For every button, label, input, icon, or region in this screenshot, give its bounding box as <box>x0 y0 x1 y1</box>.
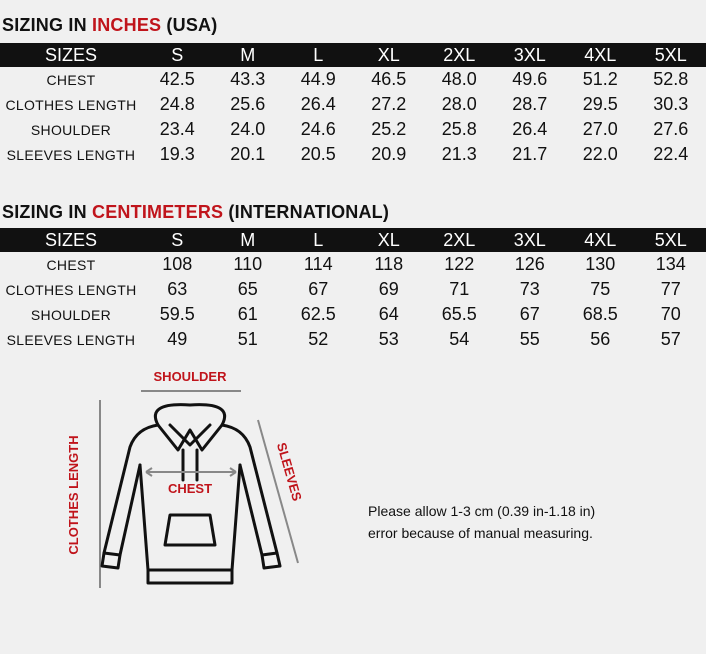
size-header-cell: S <box>142 43 213 67</box>
shoulder-label: SHOULDER <box>153 369 227 384</box>
size-header-cell: 2XL <box>424 43 495 67</box>
measurement-cell: 51 <box>237 329 258 349</box>
measurement-cell: 134 <box>655 254 686 274</box>
measurement-cell: 27.0 <box>582 119 618 139</box>
measurement-cell: 27.2 <box>371 94 407 114</box>
sleeves-label: SLEEVES <box>273 440 305 503</box>
measurement-cell: 54 <box>449 329 470 349</box>
measurement-cell: 62.5 <box>300 304 336 324</box>
measurement-cell: 70 <box>660 304 681 324</box>
measurement-cell: 108 <box>162 254 193 274</box>
size-header-cell: 5XL <box>636 228 706 252</box>
measurement-cell: 20.5 <box>300 144 336 164</box>
size-header-cell: 2XL <box>424 228 495 252</box>
table-row <box>0 302 706 327</box>
cm-header-row <box>0 228 706 252</box>
measurement-cell: 48.0 <box>441 69 477 89</box>
size-header-cell: 3XL <box>495 43 566 67</box>
size-header-cell: L <box>283 43 354 67</box>
measurement-cell: 75 <box>590 279 611 299</box>
measurement-cell: 24.6 <box>300 119 336 139</box>
measurement-cell: 122 <box>444 254 475 274</box>
inches-header-row <box>0 43 706 67</box>
row-label: SHOULDER <box>30 306 112 323</box>
measurement-cell: 26.4 <box>512 119 548 139</box>
measurement-cell: 56 <box>590 329 611 349</box>
measurement-cell: 21.3 <box>441 144 477 164</box>
row-label: SHOULDER <box>30 121 112 138</box>
measurement-cell: 67 <box>308 279 329 299</box>
table-row <box>0 92 706 117</box>
table-row <box>0 252 706 277</box>
measurement-cell: 22.4 <box>653 144 689 164</box>
table-row <box>0 142 706 167</box>
cm-title-accent: CENTIMETERS <box>92 202 224 222</box>
measurement-cell: 29.5 <box>582 94 618 114</box>
measurement-cell: 126 <box>514 254 545 274</box>
measurement-cell: 27.6 <box>653 119 689 139</box>
measurement-cell: 51.2 <box>582 69 618 89</box>
measurement-note <box>368 500 668 544</box>
table-row <box>0 277 706 302</box>
measurement-cell: 23.4 <box>159 119 195 139</box>
size-header-cell: 3XL <box>495 228 566 252</box>
measurement-cell: 19.3 <box>159 144 195 164</box>
inches-title-accent: INCHES <box>92 15 162 35</box>
length-label: CLOTHES LENGTH <box>66 435 81 555</box>
size-header-cell: L <box>283 228 354 252</box>
size-header-cell: 5XL <box>636 43 706 67</box>
note-line-1: Please allow 1-3 cm (0.39 in-1.18 in) <box>368 503 596 519</box>
cm-size-table <box>0 228 706 352</box>
row-label: CLOTHES LENGTH <box>5 96 137 113</box>
measurement-cell: 57 <box>660 329 681 349</box>
measurement-cell: 110 <box>233 254 263 274</box>
cm-title: SIZING IN CENTIMETERS (INTERNATIONAL) <box>2 202 390 222</box>
table-row <box>0 327 706 352</box>
size-header-cell: 4XL <box>565 228 636 252</box>
size-header-cell: S <box>142 228 213 252</box>
measurement-cell: 30.3 <box>653 94 689 114</box>
measurement-cell: 63 <box>167 279 188 299</box>
measurement-cell: 25.8 <box>441 119 477 139</box>
measurement-cell: 77 <box>660 279 681 299</box>
note-line-2: error because of manual measuring. <box>368 525 593 541</box>
measurement-cell: 52 <box>308 329 329 349</box>
measurement-cell: 20.9 <box>371 144 407 164</box>
measurement-cell: 24.0 <box>230 119 266 139</box>
size-header-cell: 4XL <box>565 43 636 67</box>
size-header-cell: M <box>213 43 284 67</box>
measurement-cell: 53 <box>378 329 399 349</box>
measurement-cell: 49 <box>167 329 188 349</box>
measurement-cell: 22.0 <box>582 144 618 164</box>
measurement-cell: 59.5 <box>159 304 195 324</box>
measurement-cell: 69 <box>378 279 399 299</box>
measurement-cell: 21.7 <box>512 144 548 164</box>
measurement-cell: 61 <box>237 304 258 324</box>
measurement-cell: 118 <box>374 254 404 274</box>
inches-title: SIZING IN INCHES (USA) <box>2 15 218 35</box>
measurement-cell: 71 <box>449 279 470 299</box>
measurement-cell: 44.9 <box>300 69 336 89</box>
size-header-cell: XL <box>354 43 425 67</box>
size-header-cell: XL <box>354 228 425 252</box>
table-row <box>0 67 706 92</box>
measurement-cell: 46.5 <box>371 69 407 89</box>
measurement-cell: 73 <box>519 279 540 299</box>
row-label: CHEST <box>46 256 96 273</box>
measurement-cell: 25.2 <box>371 119 407 139</box>
sizes-header-cell: SIZES <box>0 228 142 252</box>
measurement-cell: 42.5 <box>159 69 195 89</box>
measurement-cell: 52.8 <box>653 69 689 89</box>
row-label: CHEST <box>46 71 96 88</box>
measurement-cell: 25.6 <box>230 94 266 114</box>
measurement-cell: 55 <box>519 329 540 349</box>
measurement-cell: 24.8 <box>159 94 195 114</box>
measurement-cell: 49.6 <box>512 69 548 89</box>
measurement-cell: 65.5 <box>441 304 477 324</box>
table-row <box>0 117 706 142</box>
measurement-cell: 28.0 <box>441 94 477 114</box>
row-label: SLEEVES LENGTH <box>6 331 136 348</box>
measurement-cell: 68.5 <box>582 304 618 324</box>
measurement-cell: 20.1 <box>230 144 266 164</box>
chest-label: CHEST <box>167 481 213 496</box>
measurement-cell: 130 <box>585 254 616 274</box>
row-label: CLOTHES LENGTH <box>5 281 137 298</box>
row-label: SLEEVES LENGTH <box>6 146 136 163</box>
measurement-cell: 64 <box>378 304 399 324</box>
measurement-cell: 28.7 <box>512 94 548 114</box>
measurement-cell: 65 <box>237 279 258 299</box>
size-header-cell: M <box>213 228 284 252</box>
inches-size-table <box>0 43 706 167</box>
measurement-cell: 26.4 <box>300 94 336 114</box>
sizes-header-cell: SIZES <box>0 43 142 67</box>
measurement-cell: 67 <box>519 304 540 324</box>
measurement-cell: 43.3 <box>230 69 266 89</box>
measurement-cell: 114 <box>303 254 333 274</box>
